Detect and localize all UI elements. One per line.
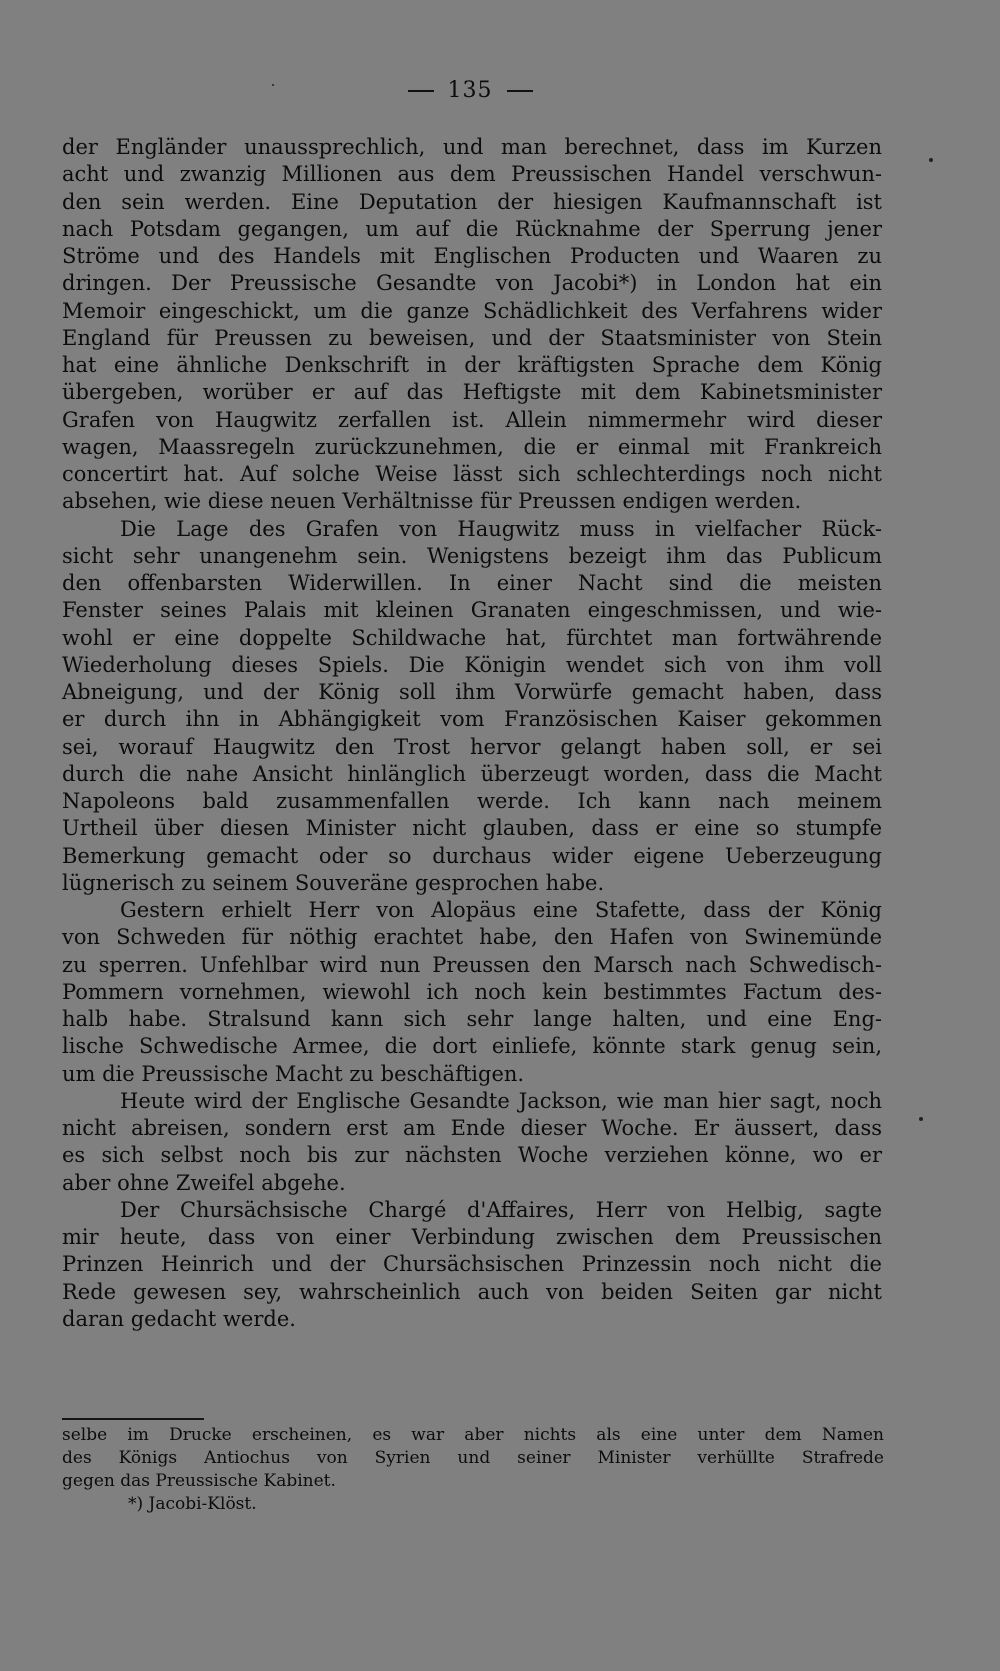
text-line: nicht abreisen, sondern erst am Ende dieser Woche. Er äussert, dass bbox=[62, 1116, 882, 1140]
footnote-line: gegen das Preussische Kabinet. bbox=[62, 1471, 336, 1491]
text-line: wagen, Maassregeln zurückzunehmen, die er einmal mit Frankreich bbox=[62, 434, 882, 459]
text-line: um die Preussische Macht zu beschäftigen. bbox=[62, 1061, 525, 1086]
text-line: sicht sehr unangenehm sein. Wenigstens bezeigt ihm das Publicum bbox=[62, 543, 882, 568]
text-line: von Schweden für nöthig erachtet habe, den Hafen von Swinemünde bbox=[62, 925, 882, 950]
text-line: absehen, wie diese neuen Verhältnisse für Preussen endigen werden. bbox=[62, 489, 802, 514]
print-speck bbox=[272, 84, 274, 86]
text-line: mir heute, dass von einer Verbindung zwischen dem Preussischen bbox=[62, 1225, 882, 1249]
text-line: Bemerkung gemacht oder so durchaus wider eigene Ueberzeugung bbox=[62, 843, 882, 868]
right-dash bbox=[507, 90, 533, 92]
text-line: Urtheil über diesen Minister nicht glauben, dass er eine so stumpfe bbox=[62, 816, 882, 841]
text-line: acht und zwanzig Millionen aus dem Preussischen Handel verschwun- bbox=[62, 162, 882, 187]
text-line: es sich selbst noch bis zur nächsten Woche verziehen könne, wo er bbox=[62, 1143, 882, 1168]
text-line: halb habe. Stralsund kann sich sehr lange halten, und eine Eng- bbox=[62, 1007, 882, 1031]
text-line: wohl er eine doppelte Schildwache hat, fürchtet man fortwährende bbox=[62, 625, 882, 650]
text-line: Ströme und des Handels mit Englischen Producten und Waaren zu bbox=[62, 244, 882, 268]
text-line: übergeben, worüber er auf das Heftigste mit dem Kabinetsminister bbox=[62, 380, 882, 405]
text-line: lügnerisch zu seinem Souveräne gesprochen habe. bbox=[62, 870, 605, 895]
text-line: dringen. Der Preussische Gesandte von Jacobi*) in London hat ein bbox=[62, 271, 882, 296]
text-line: Heute wird der Englische Gesandte Jackson, wie man hier sagt, noch bbox=[120, 1088, 882, 1113]
text-line: Abneigung, und der König soll ihm Vorwürfe gemacht haben, dass bbox=[62, 680, 882, 704]
text-line: nach Potsdam gegangen, um auf die Rücknahme der Sperrung jener bbox=[62, 216, 882, 241]
text-line: Gestern erhielt Herr von Alopäus eine Stafette, dass der König bbox=[120, 898, 882, 922]
text-line: der Engländer unaussprechlich, und man berechnet, dass im Kurzen bbox=[62, 135, 882, 159]
text-line: Der Chursächsische Chargé d'Affaires, Herr von Helbig, sagte bbox=[120, 1197, 882, 1222]
footnotes bbox=[62, 1424, 884, 1516]
text-line: sei, worauf Haugwitz den Trost hervor gelangt haben soll, er sei bbox=[62, 734, 882, 759]
text-line: Grafen von Haugwitz zerfallen ist. Allein nimmermehr wird dieser bbox=[62, 407, 882, 432]
print-speck bbox=[919, 1117, 923, 1121]
text-line: den offenbarsten Widerwillen. In einer Nacht sind die meisten bbox=[62, 571, 882, 595]
text-line: Memoir eingeschickt, um die ganze Schädlichkeit des Verfahrens wider bbox=[62, 298, 882, 323]
text-line: lische Schwedische Armee, die dort einliefe, könnte stark genug sein, bbox=[62, 1034, 882, 1059]
print-speck bbox=[929, 158, 933, 162]
text-line: Napoleons bald zusammenfallen werde. Ich kann nach meinem bbox=[62, 789, 882, 813]
page-number-header bbox=[0, 78, 940, 103]
text-line: daran gedacht werde. bbox=[62, 1306, 296, 1331]
text-line: den sein werden. Eine Deputation der hiesigen Kaufmannschaft ist bbox=[62, 189, 882, 214]
text-line: Wiederholung dieses Spiels. Die Königin wendet sich von ihm voll bbox=[62, 652, 882, 677]
left-dash bbox=[408, 90, 434, 92]
text-line: hat eine ähnliche Denkschrift in der kräftigsten Sprache dem König bbox=[62, 353, 882, 377]
text-line: Die Lage des Grafen von Haugwitz muss in vielfacher Rück- bbox=[120, 516, 882, 541]
page-number: 135 bbox=[447, 78, 493, 103]
text-line: durch die nahe Ansicht hinlänglich überzeugt worden, dass die Macht bbox=[62, 761, 882, 786]
footnote-line: des Königs Antiochus von Syrien und seiner Minister verhüllte Strafrede bbox=[62, 1448, 884, 1468]
text-line: Prinzen Heinrich und der Chursächsischen Prinzessin noch nicht die bbox=[62, 1252, 882, 1277]
footnote-line: selbe im Drucke erscheinen, es war aber nichts als eine unter dem Namen bbox=[62, 1425, 884, 1445]
footnote-divider bbox=[62, 1418, 204, 1420]
text-line: Pommern vornehmen, wiewohl ich noch kein bestimmtes Factum des- bbox=[62, 979, 882, 1004]
text-line: aber ohne Zweifel abgehe. bbox=[62, 1170, 346, 1195]
text-line: er durch ihn in Abhängigkeit vom Französischen Kaiser gekommen bbox=[62, 707, 882, 732]
text-line: zu sperren. Unfehlbar wird nun Preussen den Marsch nach Schwedisch- bbox=[62, 952, 882, 977]
text-line: England für Preussen zu beweisen, und der Staatsminister von Stein bbox=[62, 325, 882, 350]
text-line: concertirt hat. Auf solche Weise lässt sich schlechterdings noch nicht bbox=[62, 462, 882, 486]
main-text bbox=[62, 134, 882, 1333]
text-line: Rede gewesen sey, wahrscheinlich auch von beiden Seiten gar nicht bbox=[62, 1279, 882, 1304]
text-line: Fenster seines Palais mit kleinen Granaten eingeschmissen, und wie- bbox=[62, 598, 882, 623]
footnote-line: *) Jacobi-Klöst. bbox=[128, 1494, 257, 1514]
